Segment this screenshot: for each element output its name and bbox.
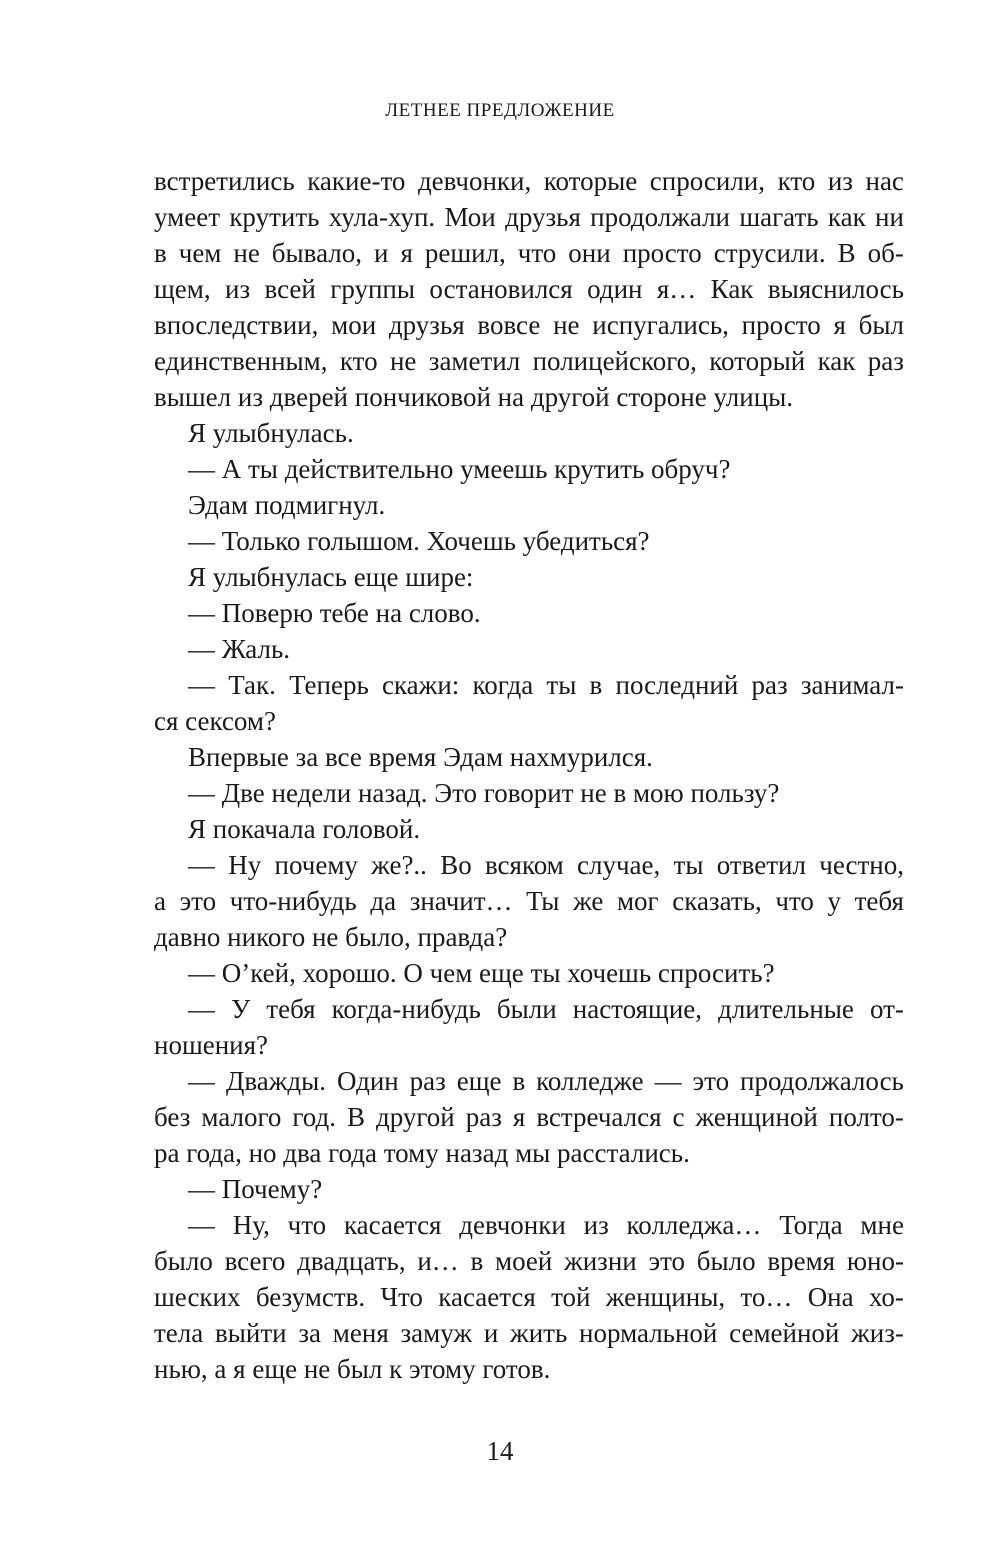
word: единственным, xyxy=(154,346,328,376)
word: мне xyxy=(860,1210,904,1240)
word: ты xyxy=(673,850,704,880)
word: в xyxy=(589,670,603,700)
word: ответил xyxy=(716,850,806,880)
word: это xyxy=(179,886,217,916)
text-line xyxy=(154,1315,904,1351)
text-line xyxy=(154,271,904,307)
word: касается xyxy=(438,1282,536,1312)
text-line: Впервые за все время Эдам нахмурился. xyxy=(188,742,653,772)
running-head: ЛЕТНЕЕ ПРЕДЛОЖЕНИЕ xyxy=(385,100,615,121)
text-line xyxy=(154,991,904,1027)
word: заметил xyxy=(428,346,521,376)
word: — xyxy=(188,1210,215,1240)
word: жить xyxy=(510,1318,568,1348)
word: тебя xyxy=(266,994,316,1024)
text-line: — Только голышом. Хочешь убедиться? xyxy=(188,526,650,556)
word: мог xyxy=(616,886,659,916)
word: длительные xyxy=(718,994,854,1024)
word: из xyxy=(225,274,251,304)
text-line: вышел из дверей пончиковой на другой стороне улицы. xyxy=(154,382,794,412)
word: кто xyxy=(777,166,816,196)
word: что xyxy=(775,886,814,916)
word: спросили, xyxy=(649,166,766,196)
word: нас xyxy=(865,166,904,196)
word: умеет xyxy=(154,202,220,232)
word: выйти xyxy=(215,1318,287,1348)
word: юно- xyxy=(846,1246,904,1276)
word: было xyxy=(154,1246,213,1276)
word: — xyxy=(654,1066,682,1096)
word: нормальной xyxy=(579,1318,718,1348)
word: в xyxy=(154,238,167,268)
text-line xyxy=(154,199,904,235)
word: не xyxy=(389,346,417,376)
word: — xyxy=(188,670,215,700)
text-line: нью, а я еще не был к этому готов. xyxy=(154,1354,551,1384)
word: полто- xyxy=(828,1102,904,1132)
word: был xyxy=(858,310,904,340)
text-line: — Поверю тебе на слово. xyxy=(188,598,481,628)
word: чем xyxy=(178,238,222,268)
word: щем, xyxy=(154,274,211,304)
text-line xyxy=(154,163,904,199)
word: встречался xyxy=(536,1102,662,1132)
word: двадцать, xyxy=(297,1246,406,1276)
word: Дважды. xyxy=(225,1066,327,1096)
word: жиз- xyxy=(851,1318,904,1348)
word: тебя xyxy=(854,886,904,916)
text-line xyxy=(154,667,904,703)
word: меня xyxy=(332,1318,389,1348)
word: всей xyxy=(264,274,316,304)
word: я… xyxy=(656,274,697,304)
word: не xyxy=(233,238,260,268)
word: друзья xyxy=(505,202,581,232)
word: я xyxy=(833,310,846,340)
word: Так. xyxy=(228,670,276,700)
word: Теперь xyxy=(289,670,369,700)
word: встретились xyxy=(154,166,295,196)
text-line xyxy=(154,343,904,379)
word: В xyxy=(837,238,856,268)
word: раз xyxy=(465,1102,502,1132)
word: всего xyxy=(224,1246,286,1276)
text-line xyxy=(154,1243,904,1279)
word: это xyxy=(648,1246,686,1276)
word: с xyxy=(672,1102,685,1132)
word: Что xyxy=(380,1282,423,1312)
word: из xyxy=(583,1210,609,1240)
word: — xyxy=(188,994,215,1024)
word: один xyxy=(587,274,643,304)
word: — xyxy=(188,1066,215,1096)
text-line: Эдам подмигнул. xyxy=(188,490,386,520)
word: занимал- xyxy=(800,670,904,700)
word: кто xyxy=(339,346,378,376)
word: случае, xyxy=(577,850,661,880)
word: почему xyxy=(274,850,358,880)
word: сказать, xyxy=(672,886,762,916)
word: бывало, xyxy=(271,238,363,268)
word: Один xyxy=(336,1066,399,1096)
page-number: 14 xyxy=(486,1436,514,1466)
word: женщиной xyxy=(695,1102,818,1132)
text-line xyxy=(154,1063,904,1099)
word: я xyxy=(512,1102,526,1132)
word: Во xyxy=(440,850,472,880)
word: всяком xyxy=(484,850,564,880)
word: у xyxy=(827,886,841,916)
word: раз xyxy=(409,1066,446,1096)
word: которые xyxy=(543,166,638,196)
word: из xyxy=(827,166,853,196)
word: я xyxy=(400,238,413,268)
word: было xyxy=(696,1246,756,1276)
text-line: — Жаль. xyxy=(188,634,291,664)
text-line xyxy=(154,307,904,343)
word: струсили. xyxy=(713,238,826,268)
word: когда-нибудь xyxy=(331,994,481,1024)
word: женщины, xyxy=(605,1282,726,1312)
word: полицейского, xyxy=(532,346,697,376)
word: остановился xyxy=(429,274,573,304)
word: колледжа… xyxy=(626,1210,762,1240)
word: ты xyxy=(546,670,577,700)
body-text xyxy=(154,163,904,1387)
word: просто xyxy=(741,310,821,340)
word: У xyxy=(231,994,251,1024)
word: испугались, xyxy=(592,310,729,340)
word: раз xyxy=(867,346,904,376)
word: Мои xyxy=(444,202,496,232)
word: другой xyxy=(376,1102,455,1132)
word: Ну, xyxy=(232,1210,270,1240)
word: что-нибудь xyxy=(229,886,357,916)
word: не xyxy=(553,310,580,340)
word: той xyxy=(551,1282,591,1312)
word: за xyxy=(298,1318,322,1348)
word: значит… xyxy=(409,886,513,916)
word: решил, xyxy=(424,238,506,268)
word: Ты xyxy=(526,886,560,916)
word: Она xyxy=(807,1282,854,1312)
word: честно, xyxy=(819,850,904,880)
word: продолжали xyxy=(590,202,730,232)
word: что xyxy=(287,1210,327,1240)
word: продолжалось xyxy=(740,1066,904,1096)
word: еще xyxy=(456,1066,502,1096)
word: группы xyxy=(330,274,416,304)
word: впоследствии, xyxy=(154,310,319,340)
word: семейной xyxy=(729,1318,840,1348)
word: и xyxy=(374,238,389,268)
word: тела xyxy=(154,1318,204,1348)
word: Ну xyxy=(228,850,262,880)
word: это xyxy=(692,1066,730,1096)
word: последний xyxy=(615,670,739,700)
word: друзья xyxy=(388,310,465,340)
word: об- xyxy=(867,238,904,268)
word: который xyxy=(709,346,806,376)
word: и… xyxy=(417,1246,459,1276)
word: хула-хуп. xyxy=(328,202,436,232)
word: время xyxy=(767,1246,836,1276)
text-line xyxy=(154,1207,904,1243)
word: замуж xyxy=(400,1318,473,1348)
word: колледже xyxy=(536,1066,644,1096)
word: просто xyxy=(622,238,702,268)
word: девчонки xyxy=(459,1210,566,1240)
text-line: давно никого не было, правда? xyxy=(154,922,508,952)
word: и xyxy=(483,1318,499,1348)
word: то… xyxy=(740,1282,793,1312)
text-line xyxy=(154,883,904,919)
word: моей xyxy=(494,1246,553,1276)
word: были xyxy=(496,994,557,1024)
word: да xyxy=(370,886,397,916)
text-line: ся сексом? xyxy=(154,706,276,736)
word: что xyxy=(517,238,557,268)
word: год. xyxy=(292,1102,336,1132)
word: жизни xyxy=(564,1246,637,1276)
text-line xyxy=(154,847,904,883)
text-line xyxy=(154,1099,904,1135)
word: вовсе xyxy=(477,310,541,340)
word: — xyxy=(188,850,215,880)
word: Как xyxy=(710,274,754,304)
text-line xyxy=(154,1279,904,1315)
word: какие-то xyxy=(307,166,406,196)
text-line: — Почему? xyxy=(188,1174,323,1204)
word: шагать xyxy=(739,202,819,232)
text-line: Я улыбнулась еще шире: xyxy=(188,562,474,592)
word: как xyxy=(827,202,866,232)
text-line: ра года, но два года тому назад мы расстались. xyxy=(154,1138,690,1168)
word: они xyxy=(568,238,611,268)
word: когда xyxy=(472,670,534,700)
word: же?.. xyxy=(371,850,427,880)
word: шеских xyxy=(154,1282,241,1312)
word: крутить xyxy=(229,202,320,232)
word: касается xyxy=(343,1210,442,1240)
word: в xyxy=(470,1246,484,1276)
word: же xyxy=(573,886,604,916)
word: в xyxy=(512,1066,526,1096)
word: выяснилось xyxy=(767,274,904,304)
word: как xyxy=(817,346,856,376)
text-line: — О’кей, хорошо. О чем еще ты хочешь спросить? xyxy=(188,958,775,988)
text-line: — А ты действительно умеешь крутить обруч? xyxy=(188,454,731,484)
word: хо- xyxy=(868,1282,904,1312)
word: а xyxy=(154,886,166,916)
text-line: Я покачала головой. xyxy=(188,814,421,844)
word: малого xyxy=(201,1102,282,1132)
word: настоящие, xyxy=(572,994,703,1024)
word: Тогда xyxy=(779,1210,843,1240)
word: ни xyxy=(875,202,904,232)
word: мои xyxy=(331,310,377,340)
word: скажи: xyxy=(381,670,460,700)
text-line: Я улыбнулась. xyxy=(188,418,354,448)
word: девчонки, xyxy=(417,166,532,196)
word: В xyxy=(347,1102,366,1132)
word: раз xyxy=(751,670,788,700)
text-line: ношения? xyxy=(154,1030,269,1060)
word: безумств. xyxy=(255,1282,366,1312)
word: от- xyxy=(869,994,904,1024)
word: без xyxy=(154,1102,191,1132)
text-line: — Две недели назад. Это говорит не в мою пользу? xyxy=(188,778,780,808)
text-line xyxy=(154,235,904,271)
